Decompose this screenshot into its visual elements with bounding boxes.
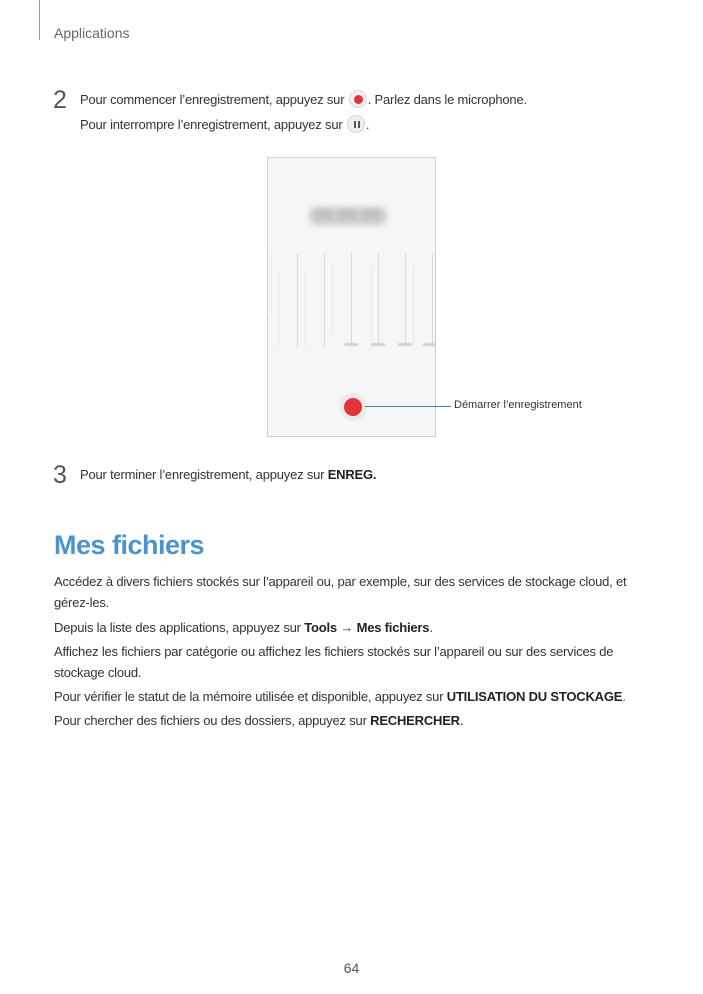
pause-icon (347, 115, 365, 133)
callout-label: Démarrer l’enregistrement (454, 399, 582, 411)
paragraph-text: . (622, 689, 626, 704)
timer-text: 00:00:00 (314, 207, 382, 224)
step-number: 2 (53, 86, 67, 114)
waveform-line (297, 253, 298, 348)
paragraph (54, 710, 654, 731)
step-number: 3 (53, 461, 67, 489)
waveform-line (271, 255, 272, 315)
step-keyword: ENREG. (327, 467, 377, 482)
recorder-screenshot (267, 157, 436, 437)
record-icon (349, 90, 367, 108)
step-text: . Parlez dans le microphone. (367, 92, 527, 107)
step-2-line-2 (80, 113, 369, 137)
paragraph (54, 686, 654, 707)
record-button[interactable] (344, 398, 362, 416)
waveform-line (371, 266, 372, 341)
paragraph: Accédez à divers fichiers stockés sur l’appareil ou, par exemple, sur des services de stockage cloud, et gérez-les. (54, 574, 627, 610)
timer-display (308, 206, 388, 226)
paragraph (54, 617, 654, 638)
paragraph-text: . (429, 620, 433, 635)
waveform-line (332, 263, 333, 333)
waveform-line (305, 270, 306, 348)
paragraph: Affichez les fichiers par catégorie ou affichez les fichiers stockés sur l’appareil ou sur des services de stockage cloud. (54, 644, 614, 680)
step-text: Pour terminer l’enregistrement, appuyez sur (80, 467, 328, 482)
header-title: Applications (54, 25, 130, 41)
header-rule (39, 0, 40, 40)
waveform-line (405, 253, 406, 343)
paragraph-text: Pour chercher des fichiers ou des dossiers, appuyez sur (54, 713, 371, 728)
page-number: 64 (343, 960, 360, 976)
paragraph-text: Pour vérifier le statut de la mémoire utilisée et disponible, appuyez sur (54, 689, 447, 704)
section-title: Mes fichiers (54, 530, 205, 560)
paragraph-text: Depuis la liste des applications, appuyez sur (54, 620, 305, 635)
step-text: Pour commencer l’enregistrement, appuyez sur (80, 92, 348, 107)
menu-path-tools: Tools (304, 620, 337, 635)
waveform-marker (344, 343, 358, 346)
step-2-line-1 (80, 88, 527, 112)
step-text: Pour interrompre l’enregistrement, appuyez sur (80, 117, 346, 132)
paragraph-text: . (459, 713, 464, 728)
search-keyword: RECHERCHER (370, 713, 460, 728)
step-text: . (365, 117, 370, 132)
waveform-line (413, 266, 414, 344)
waveform-line (324, 253, 325, 348)
waveform-marker (398, 343, 412, 346)
waveform-line (432, 253, 433, 343)
callout-line (365, 406, 451, 407)
arrow-icon: → (336, 620, 357, 635)
menu-path-mes-fichiers: Mes fichiers (356, 620, 430, 635)
waveform-line (378, 253, 379, 343)
waveform-line (278, 270, 279, 348)
waveform-marker (371, 343, 385, 346)
step-3-text (80, 463, 376, 487)
waveform-marker (423, 343, 436, 346)
waveform-line (351, 253, 352, 343)
storage-usage-keyword: UTILISATION DU STOCKAGE (446, 689, 623, 704)
